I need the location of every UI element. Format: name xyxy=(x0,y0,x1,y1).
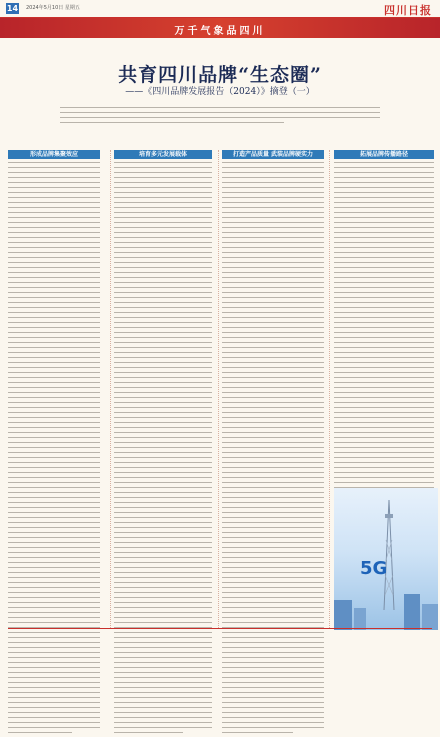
paper-logo: 四川日报 xyxy=(384,4,432,17)
section-heading: 培育多元发展载体 xyxy=(114,150,212,159)
building xyxy=(354,608,366,630)
article-title: 共育四川品牌“生态圈” xyxy=(118,64,322,86)
section-heading: 拓展品牌传播路径 xyxy=(334,150,434,159)
5g-label: 5G xyxy=(360,558,388,579)
section-heading: 打造产品质量 武装品牌硬实力 xyxy=(222,150,324,159)
section-heading: 形成品牌集聚效应 xyxy=(8,150,100,159)
building xyxy=(334,600,352,630)
masthead xyxy=(0,0,440,18)
issue-date: 2024年5月10日 星期五 xyxy=(26,5,80,11)
page-number: 14 xyxy=(6,4,19,13)
body-text xyxy=(334,162,434,533)
body-text xyxy=(8,162,100,733)
section-banner xyxy=(0,18,440,38)
building xyxy=(404,594,420,630)
column-1 xyxy=(8,150,100,737)
column-4 xyxy=(334,150,434,537)
column-3 xyxy=(222,150,324,737)
column-divider xyxy=(110,150,112,628)
signal-tower-icon xyxy=(382,500,396,610)
body-text xyxy=(222,162,324,733)
building xyxy=(422,604,438,630)
column-divider xyxy=(329,150,331,628)
article-subtitle: ——《四川品牌发展报告（2024）》摘登（一） xyxy=(125,87,315,97)
column-divider xyxy=(218,150,220,628)
body-text xyxy=(114,162,212,733)
banner-text: 万千气象品四川 xyxy=(174,26,266,37)
bottom-rule xyxy=(8,628,432,629)
intro-paragraph xyxy=(60,104,380,132)
column-2 xyxy=(114,150,212,737)
5g-tower-photo xyxy=(334,488,438,630)
